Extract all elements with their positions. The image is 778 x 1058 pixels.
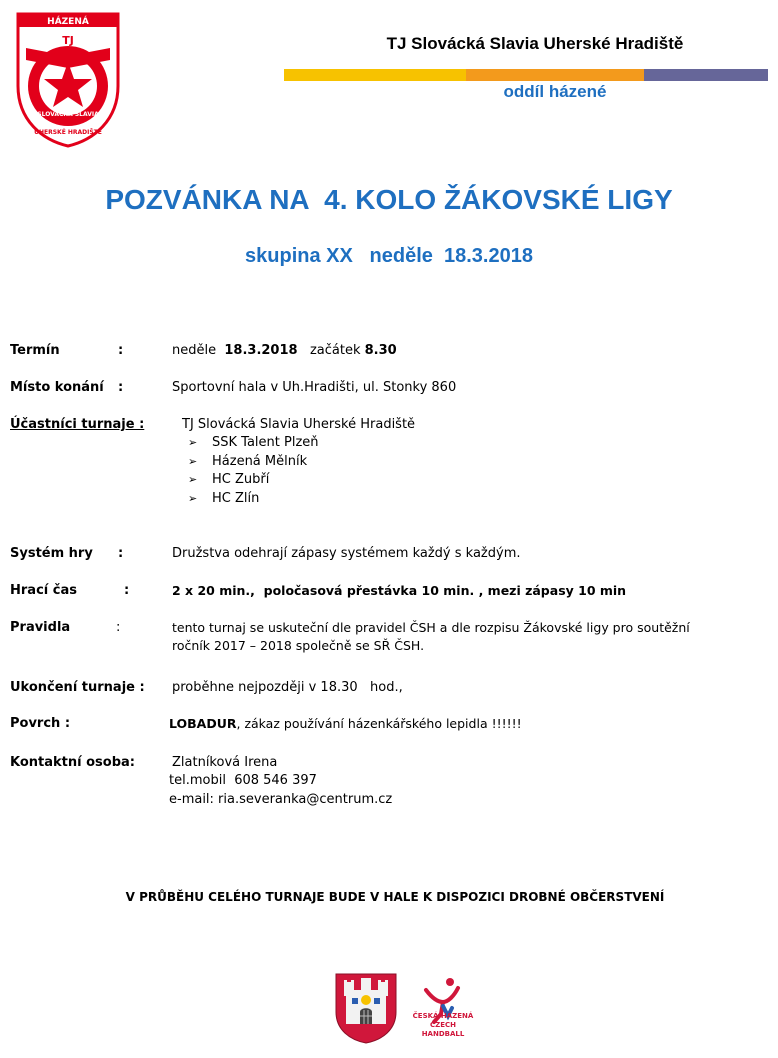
label-kontakt: Kontaktní osoba: [10, 755, 135, 770]
contact-phone: tel.mobil 608 546 397 [169, 773, 317, 788]
label-termin: Termín [10, 343, 60, 358]
value-ukonceni: proběhne nejpozději v 18.30 hod., [172, 680, 403, 695]
club-logo [12, 8, 124, 150]
value-system: Družstva odehrají zápasy systémem každý s každým. [172, 546, 521, 561]
colon-pravidla: : [116, 620, 121, 635]
header-bar-orange [466, 69, 644, 81]
arrow-bullet-icon: ➢ [188, 436, 198, 449]
value-misto: Sportovní hala v Uh.Hradišti, ul. Stonky 860 [172, 380, 457, 395]
label-ucastnici: Účastníci turnaje : [10, 417, 145, 432]
section-name: oddíl házené [503, 82, 607, 101]
value-cas: 2 x 20 min., poločasová přestávka 10 min. , mezi zápasy 10 min [172, 583, 627, 598]
header-bar-yellow [284, 69, 466, 81]
value-pravidla-line1: tento turnaj se uskuteční dle pravidel ČSH a dle rozpisu Žákovské ligy pro soutěžní [172, 620, 690, 635]
participant-item: ➢ Házená Mělník [188, 454, 308, 469]
invitation-subhead: skupina XX neděle 18.3.2018 [245, 245, 533, 267]
label-ukonceni: Ukončení turnaje : [10, 680, 145, 695]
arrow-bullet-icon: ➢ [188, 473, 198, 486]
organization-name: TJ Slovácká Slavia Uherské Hradiště [386, 34, 684, 53]
contact-name: Zlatníková Irena [172, 755, 278, 770]
label-povrch: Povrch : [10, 716, 71, 731]
colon-misto: : [118, 380, 124, 395]
svg-text:TJ: TJ [62, 34, 74, 47]
participant-item: ➢ SSK Talent Plzeň [188, 435, 319, 450]
participant-item: ➢ HC Zlín [188, 491, 260, 506]
participant-item: ➢ HC Zubří [188, 472, 270, 487]
participant-host: TJ Slovácká Slavia Uherské Hradiště [182, 417, 416, 432]
header-bar-purple [644, 69, 768, 81]
value-pravidla-line2: ročník 2017 – 2018 společně se SŘ ČSH. [172, 638, 425, 653]
refreshments-note: V PRŮBĚHU CELÉHO TURNAJE BUDE V HALE K DISPOZICI DROBNÉ OBČERSTVENÍ [125, 890, 665, 904]
czech-handball-text: ČESKÁ HÁZENÁ CZECH HANDBALL [412, 1012, 474, 1038]
city-crest-icon [334, 972, 398, 1044]
label-cas: Hrací čas [10, 583, 77, 598]
arrow-bullet-icon: ➢ [188, 492, 198, 505]
contact-email: e-mail: ria.severanka@centrum.cz [169, 792, 393, 807]
svg-text:UHERSKÉ HRADIŠTĚ: UHERSKÉ HRADIŠTĚ [34, 129, 102, 136]
colon-system: : [118, 546, 124, 561]
value-povrch: LOBADUR, zákaz používání házenkářského lepidla !!!!!! [169, 716, 522, 731]
colon-cas: : [124, 583, 130, 598]
svg-text:HÁZENÁ: HÁZENÁ [47, 17, 89, 27]
colon-termin: : [118, 343, 124, 358]
svg-text:SLOVÁCKÁ SLAVIA: SLOVÁCKÁ SLAVIA [37, 111, 99, 118]
label-misto: Místo konání [10, 380, 104, 395]
invitation-headline: POZVÁNKA NA 4. KOLO ŽÁKOVSKÉ LIGY [105, 184, 673, 215]
label-pravidla: Pravidla [10, 620, 71, 635]
arrow-bullet-icon: ➢ [188, 455, 198, 468]
label-system: Systém hry [10, 546, 93, 561]
value-termin: neděle 18.3.2018 začátek 8.30 [172, 343, 397, 358]
